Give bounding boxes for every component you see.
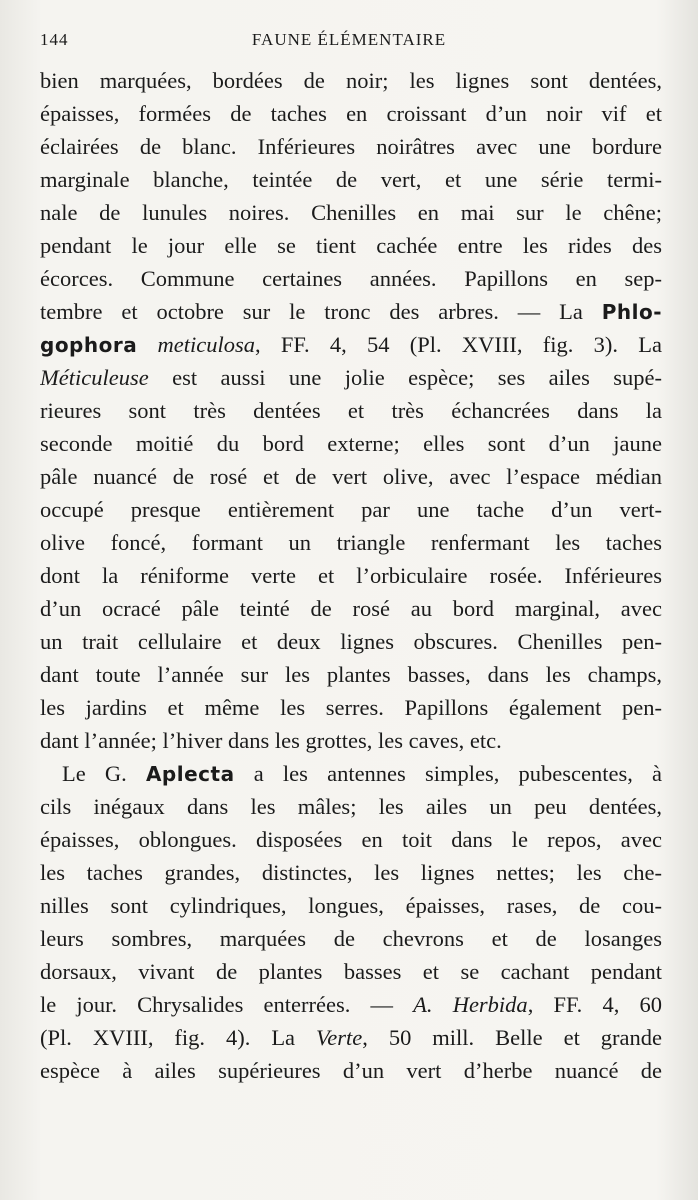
text-line	[40, 328, 662, 361]
italic-text: A. Herbida	[413, 992, 528, 1017]
text-line	[40, 1054, 662, 1087]
text-run: les taches grandes, distinctes, les lignes nettes; les che-	[40, 860, 662, 885]
body-text	[40, 64, 662, 1087]
text-run: tembre et octobre sur le tronc des arbres. — La	[40, 299, 602, 324]
text-run: épaisses, oblongues. disposées en toit dans le repos, avec	[40, 827, 662, 852]
text-line	[40, 97, 662, 130]
text-run: pâle nuancé de rosé et de vert olive, avec l’espace médian	[40, 464, 662, 489]
running-title: FAUNE ÉLÉMENTAIRE	[251, 30, 447, 49]
genus-name: Phlo-	[601, 300, 662, 324]
text-line	[40, 790, 662, 823]
page-number: 144	[40, 30, 69, 49]
text-run: épaisses, formées de taches en croissant d’un noir vif et	[40, 101, 662, 126]
text-line	[40, 757, 662, 790]
text-line	[40, 1021, 662, 1054]
page-header	[40, 30, 658, 54]
text-run	[137, 332, 157, 357]
text-line	[40, 361, 662, 394]
text-line	[40, 262, 662, 295]
text-run: bien marquées, bordées de noir; les lignes sont dentées,	[40, 68, 662, 93]
text-run: nale de lunules noires. Chenilles en mai sur le chêne;	[40, 200, 662, 225]
text-line	[40, 592, 662, 625]
text-line	[40, 889, 662, 922]
text-line	[40, 526, 662, 559]
text-run: pendant le jour elle se tient cachée entre les rides des	[40, 233, 662, 258]
text-run: les jardins et même les serres. Papillons également pen-	[40, 695, 662, 720]
text-run: , 50 mill. Belle et grande	[362, 1025, 662, 1050]
text-run: seconde moitié du bord externe; elles sont d’un jaune	[40, 431, 662, 456]
text-line	[40, 658, 662, 691]
text-run: écorces. Commune certaines années. Papillons en sep-	[40, 266, 662, 291]
text-line	[40, 856, 662, 889]
text-run: , FF. 4, 60	[527, 992, 662, 1017]
text-line	[40, 394, 662, 427]
text-run: Le G.	[62, 761, 146, 786]
text-run: , FF. 4, 54 (Pl. XVIII, fig. 3). La	[254, 332, 662, 357]
text-run: est aussi une jolie espèce; ses ailes supé-	[148, 365, 662, 390]
text-line	[40, 988, 662, 1021]
text-run: a les antennes simples, pubescentes, à	[234, 761, 662, 786]
text-run: olive foncé, formant un triangle renfermant les taches	[40, 530, 662, 555]
text-line	[40, 559, 662, 592]
text-line	[40, 163, 662, 196]
text-line	[40, 625, 662, 658]
text-line	[40, 823, 662, 856]
text-run: occupé presque entièrement par une tache d’un vert-	[40, 497, 662, 522]
text-line	[40, 229, 662, 262]
text-run: (Pl. XVIII, fig. 4). La	[40, 1025, 317, 1050]
text-line	[40, 691, 662, 724]
text-run: dont la réniforme verte et l’orbiculaire rosée. Inférieures	[40, 563, 662, 588]
italic-text: Verte	[316, 1025, 363, 1050]
text-run: un trait cellulaire et deux lignes obscures. Chenilles pen-	[40, 629, 662, 654]
text-line	[40, 460, 662, 493]
text-run: dorsaux, vivant de plantes basses et se cachant pendant	[40, 959, 662, 984]
text-line	[40, 493, 662, 526]
text-line	[40, 295, 662, 328]
italic-text: Méticuleuse	[40, 365, 149, 390]
italic-text: meticulosa	[157, 332, 255, 357]
text-line	[40, 130, 662, 163]
genus-name: Aplecta	[145, 762, 235, 786]
genus-name: gophora	[40, 333, 138, 357]
text-line	[40, 922, 662, 955]
text-line	[40, 64, 662, 97]
text-line	[40, 427, 662, 460]
text-line	[40, 196, 662, 229]
text-line	[40, 955, 662, 988]
text-run: éclairées de blanc. Inférieures noirâtres avec une bordure	[40, 134, 662, 159]
text-run: espèce à ailes supérieures d’un vert d’herbe nuancé de	[40, 1058, 662, 1083]
text-run: le jour. Chrysalides enterrées. —	[40, 992, 414, 1017]
text-run: rieures sont très dentées et très échancrées dans la	[40, 398, 662, 423]
text-run: nilles sont cylindriques, longues, épaisses, rases, de cou-	[40, 893, 662, 918]
text-run: cils inégaux dans les mâles; les ailes un peu dentées,	[40, 794, 662, 819]
text-run: d’un ocracé pâle teinté de rosé au bord marginal, avec	[40, 596, 662, 621]
text-run: dant toute l’année sur les plantes basses, dans les champs,	[40, 662, 662, 687]
text-line	[40, 724, 662, 757]
text-run: marginale blanche, teintée de vert, et une série termi-	[40, 167, 662, 192]
text-run: dant l’année; l’hiver dans les grottes, les caves, etc.	[40, 728, 502, 753]
text-run: leurs sombres, marquées de chevrons et de losanges	[40, 926, 662, 951]
